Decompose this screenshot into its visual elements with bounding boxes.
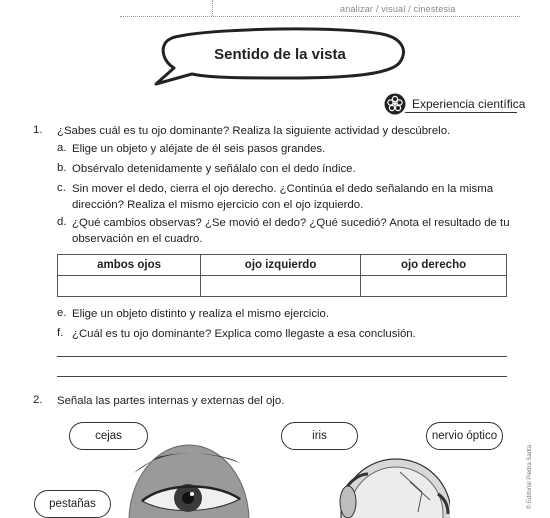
table-cell[interactable] [361, 276, 507, 297]
question-text: Señala las partes internas y externas del ojo. [57, 395, 285, 407]
item-letter: b. [57, 162, 67, 174]
item-text: Sin mover el dedo, cierra el ojo derecho. ¿Continúa el dedo señalando en la misma [72, 183, 494, 195]
title-banner [150, 26, 410, 88]
publisher-credit [521, 440, 531, 518]
table-cell[interactable] [58, 276, 201, 297]
label-pestanas[interactable]: pestañas [34, 490, 111, 518]
answer-line[interactable] [57, 356, 507, 357]
item-text: Elige un objeto y aléjate de él seis pasos grandes. [72, 143, 326, 155]
table-cell[interactable] [201, 276, 361, 297]
item-text: Elige un objeto distinto y realiza el mismo ejercicio. [72, 308, 330, 320]
question-number: 1. [33, 124, 43, 136]
flower-seal-icon [384, 93, 406, 115]
label-iris[interactable]: iris [281, 422, 358, 450]
badge-underline [405, 112, 517, 113]
table-header: ojo derecho [361, 255, 507, 276]
table-header: ambos ojos [58, 255, 201, 276]
question-number: 2. [33, 394, 43, 406]
skill-tags: analizar / visual / cinestesia [340, 4, 456, 14]
answer-line[interactable] [57, 376, 507, 377]
table-header: ojo izquierdo [201, 255, 361, 276]
results-table [57, 254, 507, 297]
page-title: Sentido de la vista [214, 46, 346, 63]
label-nervio-optico[interactable]: nervio óptico [426, 422, 503, 450]
label-cejas[interactable]: cejas [69, 422, 148, 450]
item-letter: c. [57, 182, 66, 194]
item-letter: e. [57, 307, 67, 319]
eye-photo [128, 443, 250, 518]
item-text: ¿Cuál es tu ojo dominante? Explica como llegaste a esa conclusión. [72, 328, 416, 340]
table-header-row [58, 255, 507, 276]
question-text: ¿Sabes cuál es tu ojo dominante? Realiza la siguiente actividad y descúbrelo. [57, 125, 451, 137]
item-text: observación en el cuadro. [72, 233, 203, 245]
badge-label: Experiencia científica [412, 97, 526, 111]
eye-cross-section [330, 452, 450, 518]
item-text: ¿Qué cambios observas? ¿Se movió el dedo? ¿Qué sucedió? Anota el resultado de tu [72, 217, 510, 229]
item-text: dirección? Realiza el mismo ejercicio con el ojo izquierdo. [72, 199, 364, 211]
item-letter: f. [57, 327, 64, 339]
divider [212, 0, 213, 16]
item-text: Obsérvalo detenidamente y señálalo con el dedo índice. [72, 163, 356, 175]
item-letter: a. [57, 142, 67, 154]
credit-text: © Editorial Piedra Santa [527, 444, 533, 510]
header-fragment [120, 0, 520, 17]
item-letter: d. [57, 216, 67, 228]
table-row [58, 276, 507, 297]
